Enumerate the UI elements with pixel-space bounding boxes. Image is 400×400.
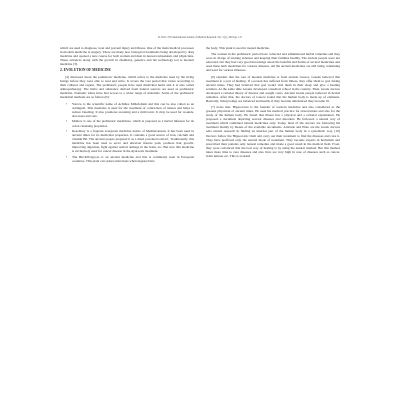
running-header: R. Devi / EU International Journal of Medical Research, Vol. 3 (1), 2019 pp. 1-8 xyxy=(158,36,242,39)
list-item xyxy=(66,155,194,164)
list-item xyxy=(66,129,194,154)
evolution-paragraph: [4] discussed about the prehistoric medicine, which refers to the medicine used by the living beings before they were able to read and write. It covers the vast period that varies according to their cultures and region. The prehistoric people have used medicinal herbs and it is also called arthropotherapy. The herbs and substance derived from natural sources are used as prehistoric medicine. Nomadic tribes have had access to a wider range of materials. Some of the prehistoric medicinal methods are as follows[5]: xyxy=(60,75,194,100)
bullet-icon: • xyxy=(66,101,68,106)
herb-list xyxy=(60,102,194,163)
bullet-icon: • xyxy=(66,155,68,160)
bullet-icon: • xyxy=(66,119,68,124)
section-heading: 2. EVOLUTION OF MEDICINE xyxy=(60,68,111,73)
list-item-text: Yarrow is the scientific name of Achillea Millefolium and this can be also called as an astringent. This medicine is used for the treatment of contraction of tissues and helps to reduce bleeding. It also promotes sweating and a mild tonic. It may be used for wounds, abscesses and cuts. xyxy=(72,101,194,118)
list-item-text: Rosemary is a fragrant evergreen medicine native of Mediterranean. It has been used in ancient times for its medicinal properties. It contains a good source of iron, calcium and vitamin B6. The ancient people prepared it as a dried powdered extract. Traditionally, this medicine has been used to serve and alleviate muscle pain, promote hair growth, improving digestion, fight against radical damage in the brain, etc. But now this medicine is exclusively used for cancer disease in the Ayurveda treatment. xyxy=(72,129,194,154)
continued-paragraph: the body. This plant is used in treated medicine. xyxy=(206,46,270,50)
list-item-text: The Birch/Polypore is an ancient medicine and this is commonly seen in European countries. This plant can reduce infections when ingested into xyxy=(72,155,194,164)
right-column xyxy=(206,46,340,160)
list-item xyxy=(66,119,194,128)
list-item xyxy=(66,101,194,118)
hippocrates-paragraph: [7] notes that, Hippocrates is the founder of western medicine and also considered as the greatest physician of ancient times. He used his medical practice for observations and also for the study of the human body. He found that illness has a physical and a rational explanation. He proposed a document depicting several diseases and disorders. He followed a natural way of treatment which combined natural medicines only. Today, most of the doctors are following his treatment mainly by means of the available documents. Aristotle and Plato are the Greek doctors who started research in finding an internal part of the human body in a systematic way. [10] Doctors follow the Hippocratic Oath and carry out their treatment to find the diseases and cure it. They have proffered only the natural mode of treatment. They become experts in herbalism and prescribed their patients only natural remedies and made a good result in the medical field. Even, they were convinced that the best way of healing is by using the natural method. But this method takes more time to cure diseases and also lives are very high in case of diseases such as cancer, brain tumour etc. This is avoided xyxy=(206,105,340,158)
greek-paragraph: [6] explains that the root of modern medicine is from ancient Greece. Greeks believed that treatment is a part of healing. If a person has suffered from illness, they offer them to god during ancient times. They had believed that god would visit them in their sleep and give a healing solution. At the same time Greeks developed a medical school in the country. Then, Greek doctors developed a rational theory of disease and sought cures. Ancient Greek people believed in herbal remedies. After that, the doctors of Greece found that the human body is made up of elements. Basically, living beings are balanced and health, if they become unbalanced they become ill. xyxy=(206,74,340,103)
left-column xyxy=(60,46,194,165)
women-paragraph: The women in the prehistoric period have collected and administered herbal remedies and they were in charge of treating sickness and keeping their families healthy. The ancient people were not educated, but they had very good knowledge about the benefits and harms of several medicines and used these herb medicines for various diseases. All the ancient medicines are still being continuing and used for various illnesses. xyxy=(206,52,340,73)
list-item-text: Mallow is one of the prehistoric medicines, which is prepared as a herbal infusion for its colon cleansing properties. xyxy=(72,119,194,128)
journal-page xyxy=(60,36,340,364)
intro-paragraph: which are used to diagnose, treat and prevent injury and illness. One of the main medical processes in modern medicine is surgery. There are many new biological treatments being developed by drug medicine and opened a new course for both women and men in nurses/companions and physicians. These advances along with the growth in chemistry, genetics and lab technology led to modern medicine [3]. xyxy=(60,46,194,67)
bullet-icon: • xyxy=(66,129,68,134)
